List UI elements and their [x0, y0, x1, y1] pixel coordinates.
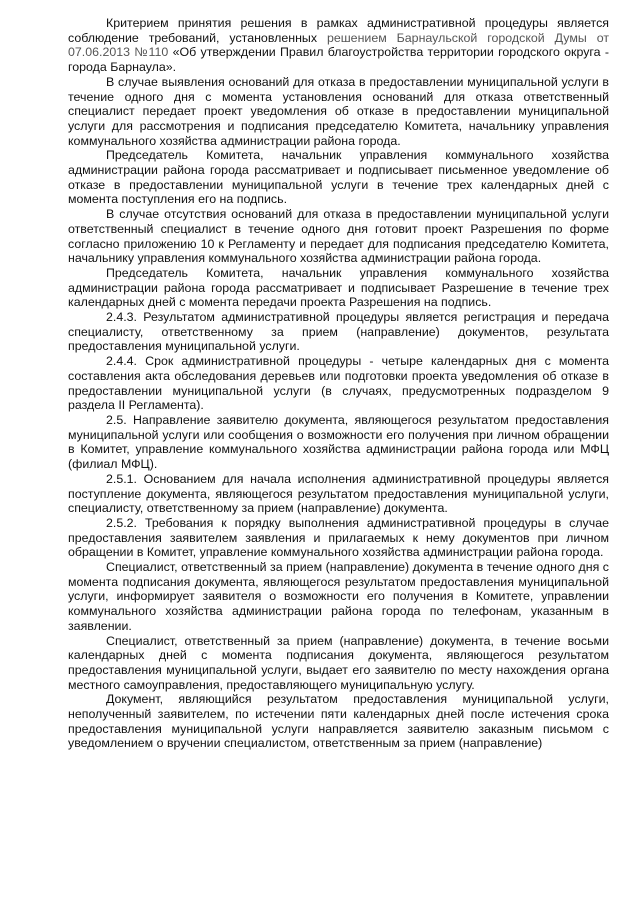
paragraph-criteria [68, 16, 609, 75]
paragraph-2-5: 2.5. Направление заявителю документа, являющегося результатом предоставления муниципальной услуги или сообщения о возможности его получения при личном обращении в Комитет, управление коммунального хозяйства администрации района города или МФЦ (филиал МФЦ). [68, 412, 609, 472]
paragraph-2-5-2: 2.5.2. Требования к порядку выполнения административной процедуры в случае предоставления заявителем заявления и прилагаемых к нему документов при личном обращении в Комитет, управление коммунального хозяйства администрации района города. [68, 515, 609, 560]
document-page [68, 16, 609, 751]
paragraph-text: Критерием принятия решения в рамках административной процедуры является соблюдение требований, установленных [68, 16, 609, 45]
paragraph-specialist-issues: Специалист, ответственный за прием (направление) документа, в течение восьми календарных дней с момента подписания документа, являющегося результатом предоставления муниципальной услуги, выдает его заявителю по месту нахождения органа местного самоуправления, предоставляющего муниципальную услугу. [68, 633, 609, 692]
decision-reference-link[interactable]: решением Барнаульской городской Думы от 07.06.2013 №110 [68, 30, 609, 60]
paragraph-2-4-3: 2.4.3. Результатом административной процедуры является регистрация и передача специалисту, ответственному за прием (направление) документов, результата предоставления муниципальной услуги. [68, 310, 609, 354]
paragraph-specialist-informs: Специалист, ответственный за прием (направление) документа в течение одного дня с момента подписания документа, являющегося результатом предоставления муниципальной услуги, информирует заявителя о возможности его получения в Комитете, управлении коммунального хозяйства администрации района города по телефонам, указанным в заявлении. [68, 560, 609, 633]
paragraph-refusal-signing: Председатель Комитета, начальник управления коммунального хозяйства администрации района города рассматривает и подписывает письменное уведомление об отказе в предоставлении муниципальной услуги в течение трех календарных дней с момента поступления его на подпись. [68, 148, 609, 207]
paragraph-permit-draft: В случае отсутствия оснований для отказа в предоставлении муниципальной услуги ответственный специалист в течение одного дня готовит проект Разрешения по форме согласно приложению 10 к Регламенту и передает для подписания председателю Комитета, начальнику управления коммунального хозяйства администрации района города. [68, 207, 609, 266]
paragraph-2-5-1: 2.5.1. Основанием для начала исполнения административной процедуры является поступление документа, являющегося результатом предоставления муниципальной услуги, специалисту, ответственному за прием (направление) документа. [68, 471, 609, 516]
paragraph-2-4-4: 2.4.4. Срок административной процедуры - четыре календарных дня с момента составления акта обследования деревьев или подготовки проекта уведомления об отказе в предоставлении муниципальной услуги (в случаях, предусмотренных подразделом 9 раздела II Регламента). [68, 354, 609, 413]
paragraph-text: «Об утверждении Правил благоустройства территории городского округа - города Барнаула». [68, 45, 609, 75]
paragraph-unclaimed-document: Документ, являющийся результатом предоставления муниципальной услуги, неполученный заявителем, по истечении пяти календарных дней после истечения срока предоставления муниципальной услуги направляется заявителю заказным письмом с уведомлением о вручении специалистом, ответственным за прием (направление) [68, 692, 609, 751]
paragraph-permit-signing: Председатель Комитета, начальник управления коммунального хозяйства администрации района города рассматривает и подписывает Разрешение в течение трех календарных дней с момента передачи проекта Разрешения на подпись. [68, 265, 609, 310]
paragraph-refusal-grounds: В случае выявления оснований для отказа в предоставлении муниципальной услуги в течение одного дня с момента установления оснований для отказа ответственный специалист передает проект уведомления об отказе в предоставлении муниципальной услуги для рассмотрения и подписания председателю Комитета, начальнику управления коммунального хозяйства администрации района города. [68, 74, 609, 148]
